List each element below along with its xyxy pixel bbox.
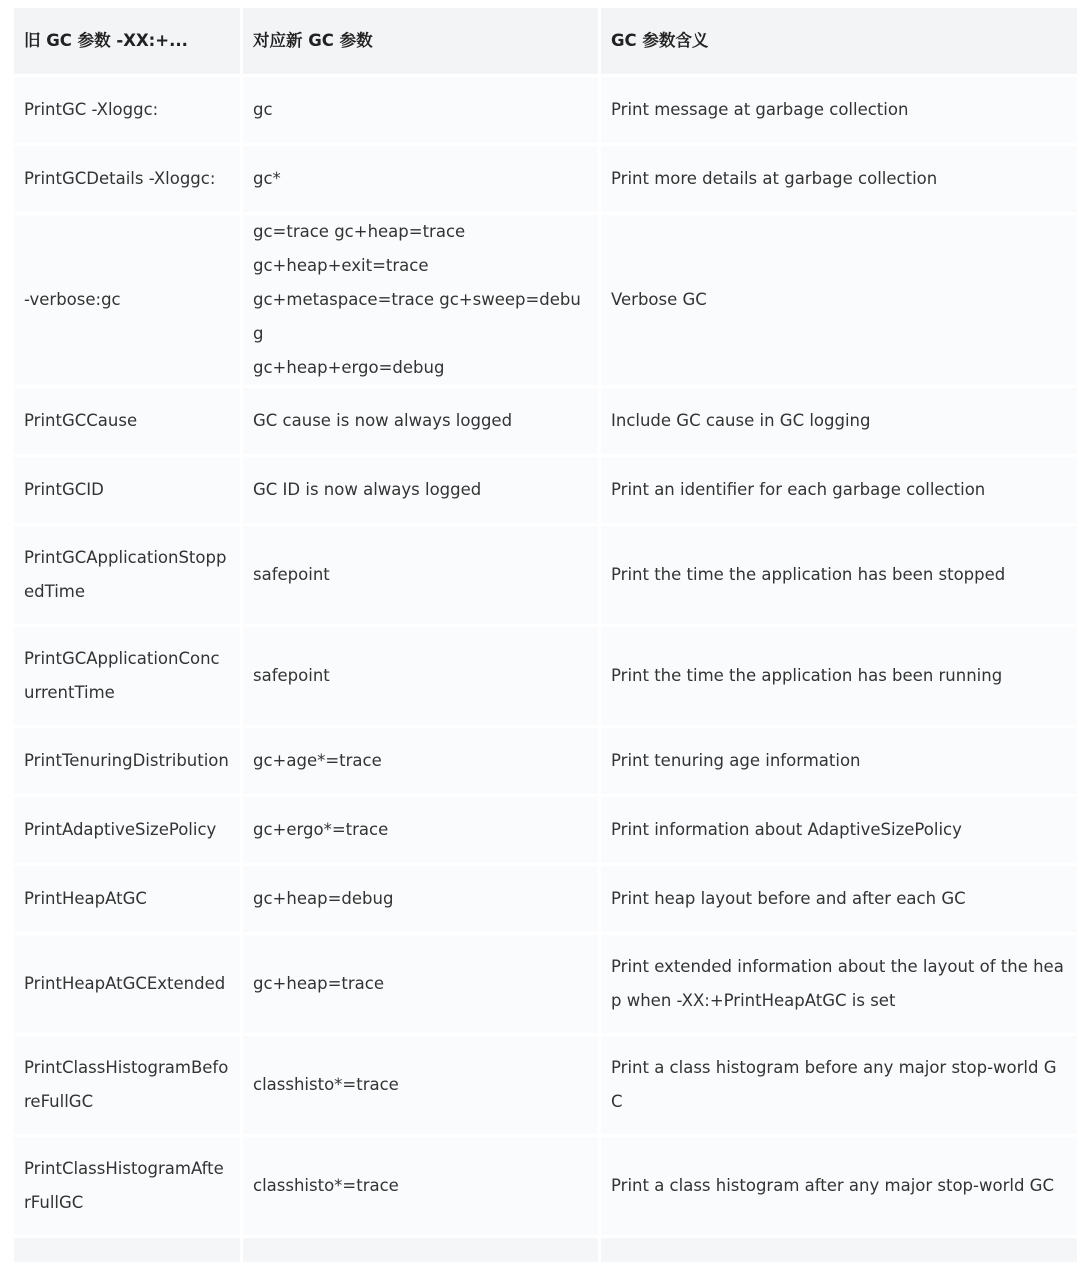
header-old-param: 旧 GC 参数 -XX:+... [14,8,240,74]
old-param-cell: PrintGCID [14,457,240,523]
empty-cell [601,1238,1077,1262]
new-param-cell [243,935,598,1033]
new-param-line: classhisto*=trace [253,1075,399,1094]
gc-params-table-wrap [14,8,1074,1262]
table-row [14,388,1077,454]
table-row [14,627,1077,725]
old-param-cell: PrintClassHistogramAfterFullGC [14,1137,240,1235]
table-row [14,526,1077,624]
new-param-line: gc=trace gc+heap=trace [253,222,466,241]
new-param-line: gc* [253,169,281,188]
old-param-cell: -verbose:gc [14,215,240,385]
table-header-row [14,8,1077,74]
meaning-cell: Include GC cause in GC logging [601,388,1077,454]
new-param-line: gc+heap+ergo=debug [253,358,445,377]
old-param-cell: PrintGCApplicationStoppedTime [14,526,240,624]
meaning-cell: Print a class histogram before any major stop-world GC [601,1036,1077,1134]
new-param-cell [243,388,598,454]
old-param-cell: PrintHeapAtGC [14,866,240,932]
table-row [14,215,1077,385]
old-param-cell: PrintGCCause [14,388,240,454]
gc-params-table [11,5,1080,1265]
new-param-line: gc+heap+exit=trace [253,256,429,275]
new-param-cell [243,797,598,863]
new-param-cell [243,215,598,385]
table-row [14,457,1077,523]
table-row [14,797,1077,863]
new-param-cell [243,146,598,212]
empty-cell [243,1238,598,1262]
old-param-cell: PrintTenuringDistribution [14,728,240,794]
new-param-cell [243,526,598,624]
old-param-cell: PrintGCDetails -Xloggc: [14,146,240,212]
new-param-line: gc+heap=trace [253,974,384,993]
table-row-partial [14,1238,1077,1262]
meaning-cell: Print a class histogram after any major stop-world GC [601,1137,1077,1235]
table-body [14,77,1077,1262]
new-param-cell [243,627,598,725]
table-row [14,1036,1077,1134]
meaning-cell: Print an identifier for each garbage collection [601,457,1077,523]
new-param-line: safepoint [253,666,330,685]
new-param-cell [243,1137,598,1235]
table-row [14,146,1077,212]
old-param-cell: PrintAdaptiveSizePolicy [14,797,240,863]
meaning-cell: Print information about AdaptiveSizePolicy [601,797,1077,863]
new-param-cell [243,1036,598,1134]
table-row [14,866,1077,932]
empty-cell [14,1238,240,1262]
old-param-cell: PrintGC -Xloggc: [14,77,240,143]
meaning-cell: Print more details at garbage collection [601,146,1077,212]
new-param-line: gc+age*=trace [253,751,382,770]
table-row [14,1137,1077,1235]
new-param-line: GC cause is now always logged [253,411,513,430]
meaning-cell: Print tenuring age information [601,728,1077,794]
new-param-cell [243,457,598,523]
meaning-cell: Print heap layout before and after each GC [601,866,1077,932]
header-meaning: GC 参数含义 [601,8,1077,74]
meaning-cell: Print message at garbage collection [601,77,1077,143]
table-row [14,728,1077,794]
new-param-line: gc+ergo*=trace [253,820,389,839]
new-param-line: classhisto*=trace [253,1176,399,1195]
header-new-param: 对应新 GC 参数 [243,8,598,74]
table-row [14,77,1077,143]
new-param-line: gc [253,100,273,119]
new-param-cell [243,77,598,143]
meaning-cell: Print extended information about the layout of the heap when -XX:+PrintHeapAtGC is set [601,935,1077,1033]
meaning-cell: Verbose GC [601,215,1077,385]
new-param-line: safepoint [253,565,330,584]
old-param-cell: PrintClassHistogramBeforeFullGC [14,1036,240,1134]
new-param-cell [243,866,598,932]
meaning-cell: Print the time the application has been stopped [601,526,1077,624]
table-row [14,935,1077,1033]
old-param-cell: PrintGCApplicationConcurrentTime [14,627,240,725]
old-param-cell: PrintHeapAtGCExtended [14,935,240,1033]
new-param-line: gc+metaspace=trace gc+sweep=debug [253,290,581,343]
new-param-line: GC ID is now always logged [253,480,482,499]
meaning-cell: Print the time the application has been running [601,627,1077,725]
new-param-cell [243,728,598,794]
new-param-line: gc+heap=debug [253,889,394,908]
